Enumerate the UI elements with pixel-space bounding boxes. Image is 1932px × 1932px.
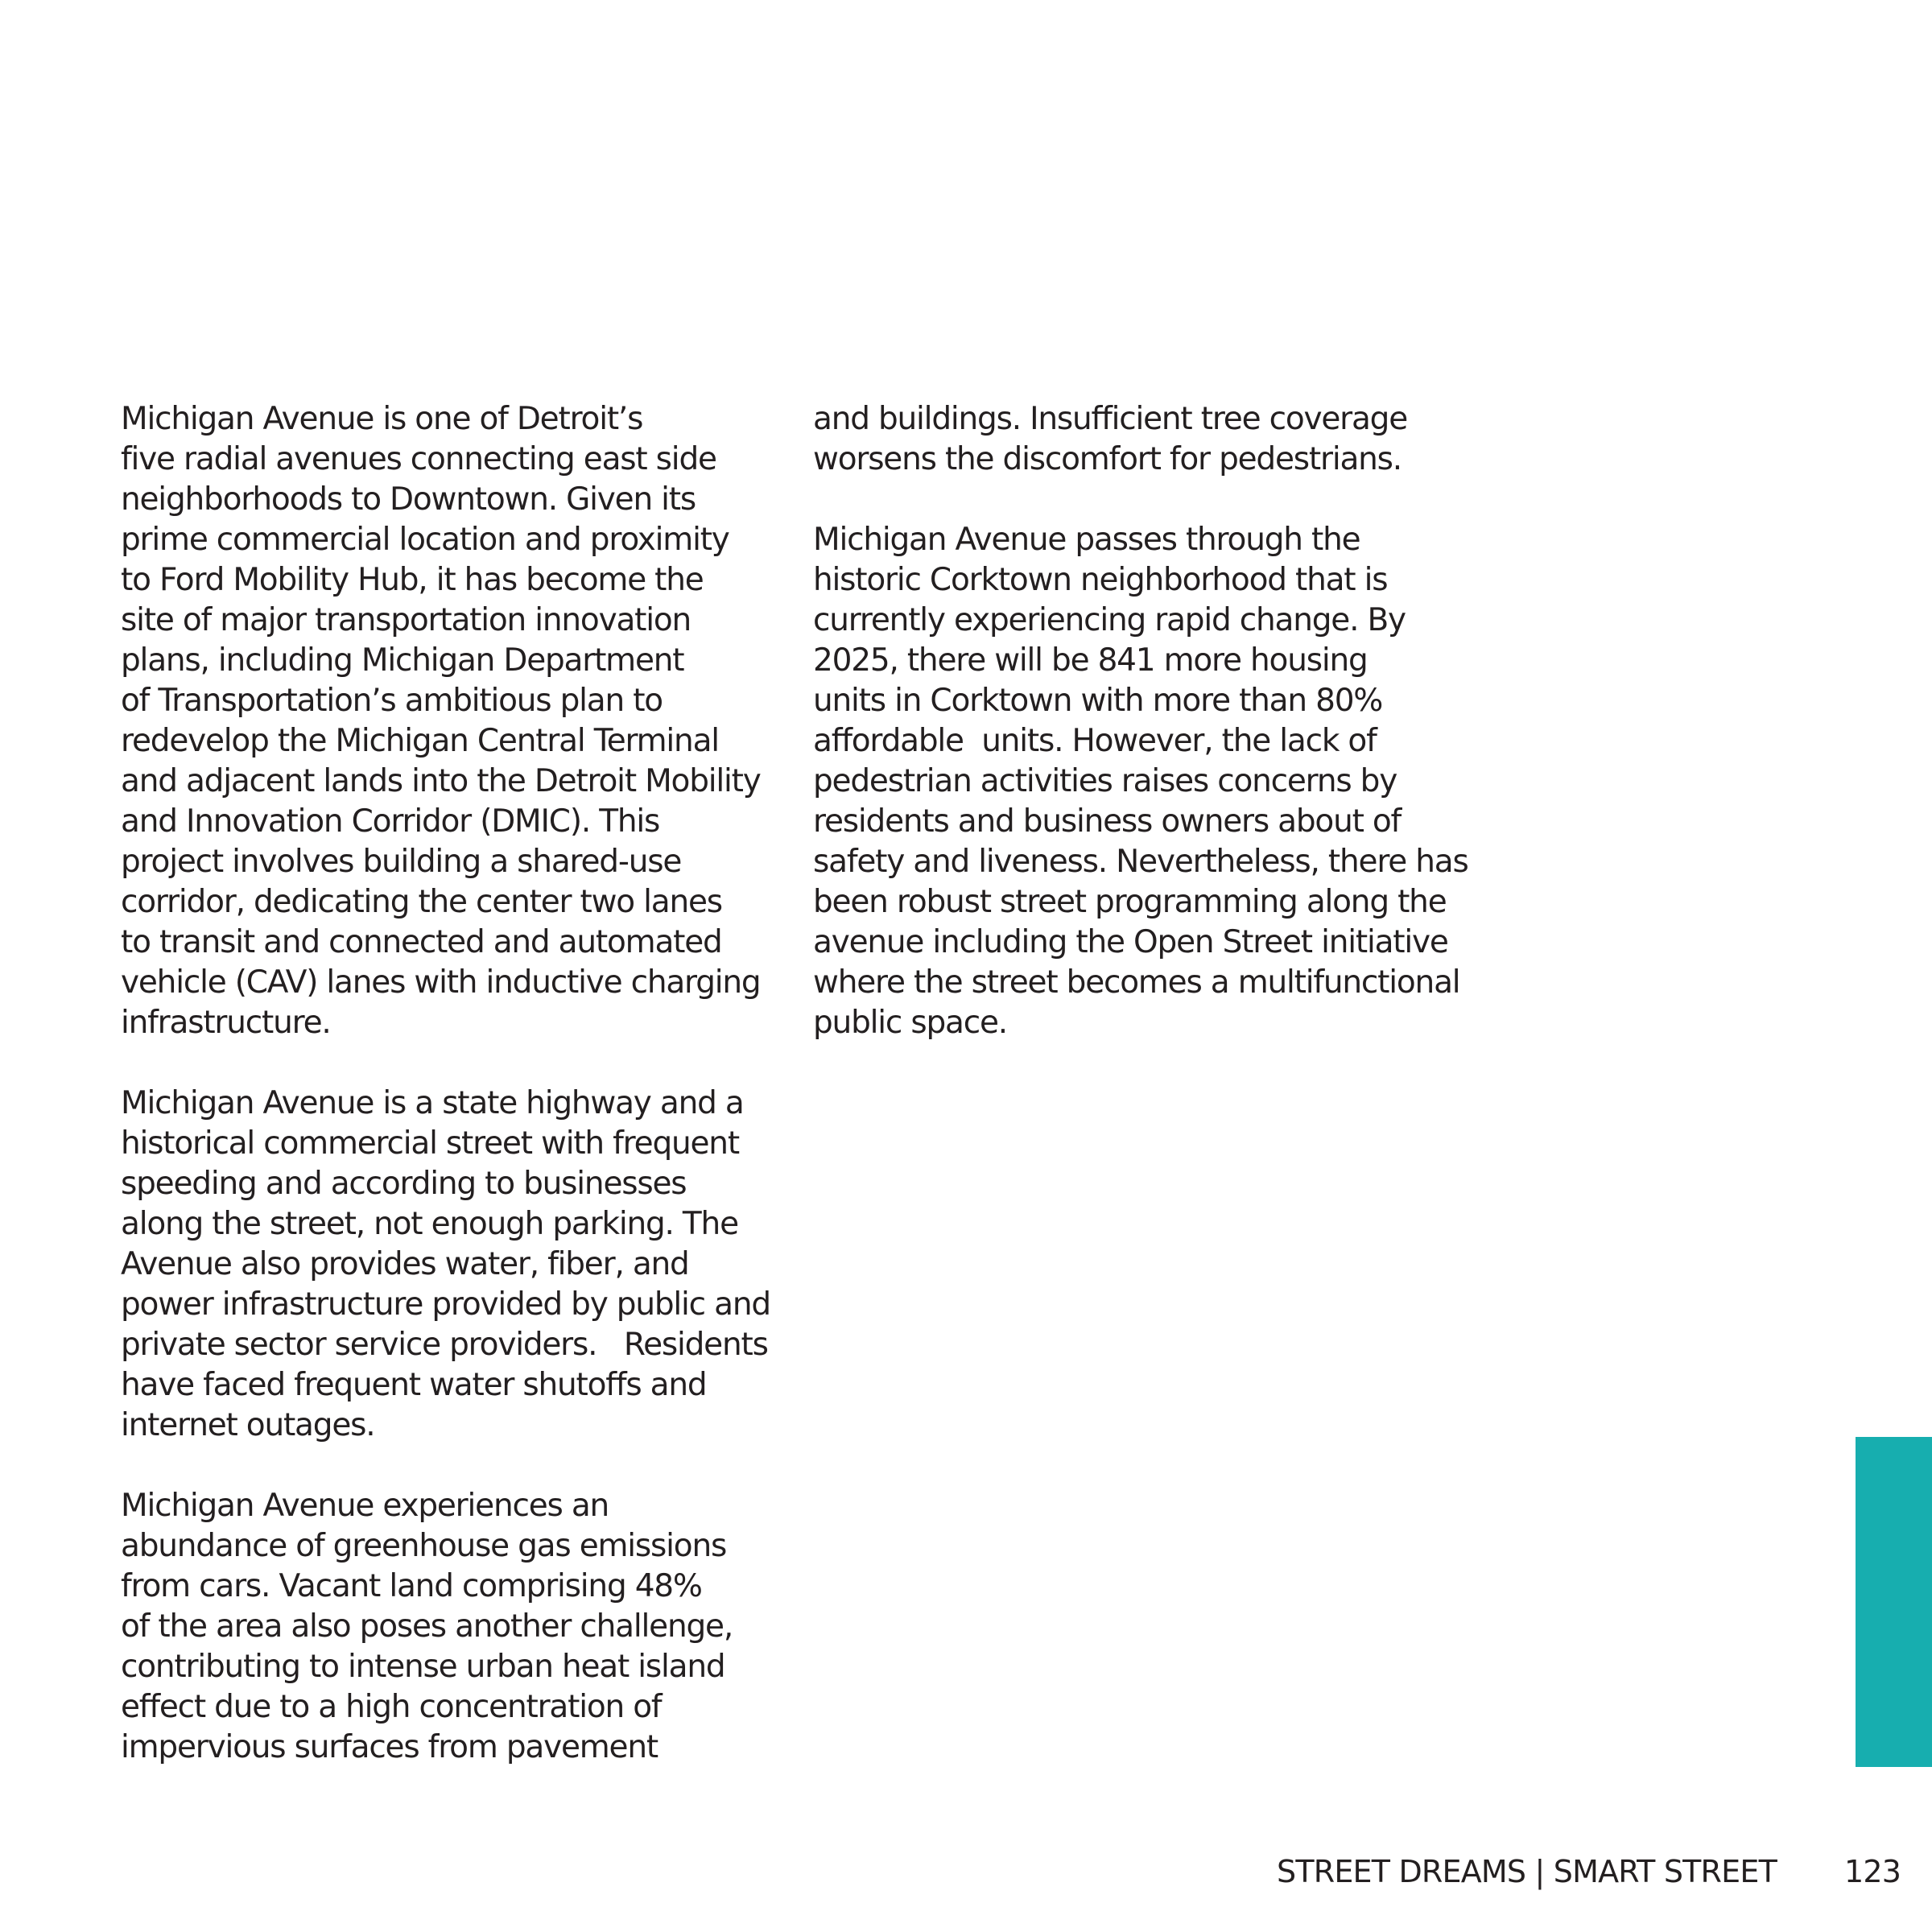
text-line: effect due to a high concentration of (121, 1689, 662, 1725)
text-line: speeding and according to businesses (121, 1166, 687, 1202)
text-line: power infrastructure provided by public and (121, 1286, 770, 1323)
text-line: Michigan Avenue experiences an (121, 1488, 609, 1524)
body-paragraph (813, 520, 1473, 1043)
text-line: private sector service providers. Residents (121, 1327, 768, 1363)
text-line: historic Corktown neighborhood that is (813, 562, 1388, 598)
text-line: site of major transportation innovation (121, 602, 691, 638)
text-line: redevelop the Michigan Central Terminal (121, 723, 719, 759)
left-text-column (121, 399, 781, 1768)
text-line: public space. (813, 1005, 1007, 1041)
page-number: 123 (1844, 1854, 1901, 1889)
text-line: where the street becomes a multifunctional (813, 964, 1460, 1001)
text-line: Michigan Avenue is a state highway and a (121, 1085, 744, 1121)
text-line: have faced frequent water shutoffs and (121, 1367, 707, 1403)
body-paragraph (121, 399, 781, 1043)
text-line: neighborhoods to Downtown. Given its (121, 481, 696, 518)
text-line: contributing to intense urban heat island (121, 1649, 725, 1685)
text-line: historical commercial street with frequent (121, 1125, 739, 1162)
text-line: corridor, dedicating the center two lanes (121, 884, 722, 920)
text-line: 2025, there will be 841 more housing (813, 642, 1368, 679)
text-line: to Ford Mobility Hub, it has become the (121, 562, 704, 598)
text-line: residents and business owners about of (813, 803, 1402, 840)
text-line: currently experiencing rapid change. By (813, 602, 1406, 638)
text-line: Michigan Avenue passes through the (813, 522, 1360, 558)
text-line: Avenue also provides water, fiber, and (121, 1246, 689, 1282)
text-line: and buildings. Insufficient tree coverage (813, 401, 1408, 437)
body-paragraph (813, 399, 1473, 480)
text-line: affordable units. However, the lack of (813, 723, 1377, 759)
body-paragraph (121, 1486, 781, 1768)
body-paragraph (121, 1084, 781, 1446)
text-line: to transit and connected and automated (121, 924, 722, 960)
text-line: of the area also poses another challenge, (121, 1608, 733, 1645)
text-line: worsens the discomfort for pedestrians. (813, 441, 1402, 477)
text-line: vehicle (CAV) lanes with inductive charging (121, 964, 761, 1001)
text-line: plans, including Michigan Department (121, 642, 684, 679)
text-line: been robust street programming along the (813, 884, 1447, 920)
text-line: Michigan Avenue is one of Detroit’s (121, 401, 643, 437)
teal-accent-bar (1856, 1437, 1932, 1767)
paragraph-spacer (121, 1446, 781, 1486)
text-line: and adjacent lands into the Detroit Mobility (121, 763, 761, 799)
text-line: safety and liveness. Nevertheless, there has (813, 844, 1468, 880)
text-line: infrastructure. (121, 1005, 331, 1041)
text-line: impervious surfaces from pavement (121, 1729, 658, 1765)
text-line: avenue including the Open Street initiative (813, 924, 1448, 960)
text-line: pedestrian activities raises concerns by (813, 763, 1397, 799)
text-line: units in Corktown with more than 80% (813, 683, 1383, 719)
text-line: prime commercial location and proximity (121, 522, 729, 558)
text-line: from cars. Vacant land comprising 48% (121, 1568, 702, 1604)
text-line: and Innovation Corridor (DMIC). This (121, 803, 660, 840)
text-line: five radial avenues connecting east side (121, 441, 716, 477)
text-line: along the street, not enough parking. The (121, 1206, 738, 1242)
paragraph-spacer (813, 480, 1473, 520)
text-line: project involves building a shared-use (121, 844, 682, 880)
footer-running-title: STREET DREAMS | SMART STREET (1277, 1854, 1777, 1889)
right-text-column (813, 399, 1473, 1043)
text-line: of Transportation’s ambitious plan to (121, 683, 663, 719)
text-line: internet outages. (121, 1407, 375, 1443)
paragraph-spacer (121, 1043, 781, 1084)
text-line: abundance of greenhouse gas emissions (121, 1528, 727, 1564)
